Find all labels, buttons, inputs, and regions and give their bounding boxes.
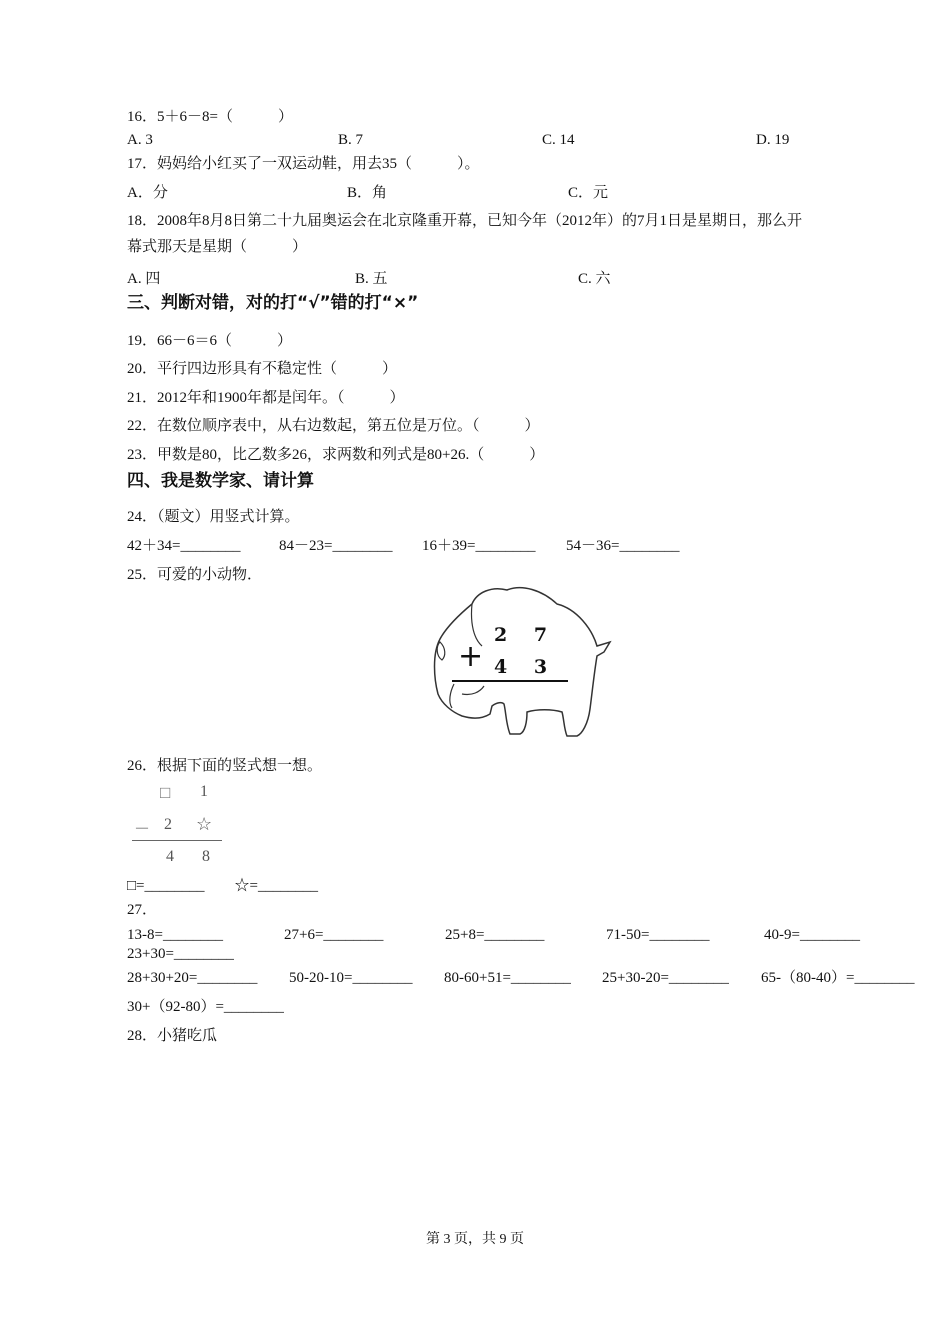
q26-answer-blanks[interactable]: □=________ ☆=________ bbox=[127, 878, 318, 894]
q24-expr-2[interactable]: 84－23=________ bbox=[279, 538, 393, 554]
q27-row1-expr-4[interactable]: 71-50=________ bbox=[606, 927, 710, 943]
q18-stem-line2: 幕式那天是星期（ ） bbox=[127, 239, 308, 255]
q16-stem: 16．5＋6－8=（ ） bbox=[127, 109, 293, 125]
q27-row3-expr-3[interactable]: 80-60+51=________ bbox=[444, 970, 571, 986]
q20: 20．平行四边形具有不稳定性（ ） bbox=[127, 361, 398, 377]
q28-stem: 28．小猪吃瓜 bbox=[127, 1028, 218, 1044]
q27-row3-expr-1[interactable]: 28+30+20=________ bbox=[127, 970, 258, 986]
q23: 23．甲数是80，比乙数多26，求两数和列式是80+26.（ ） bbox=[127, 447, 545, 463]
q24-stem: 24．（题文）用竖式计算。 bbox=[127, 509, 300, 525]
q27-row1-expr-2[interactable]: 27+6=________ bbox=[284, 927, 384, 943]
q16-option-c[interactable]: C. 14 bbox=[542, 132, 575, 148]
q17-option-a[interactable]: A．分 bbox=[127, 185, 168, 201]
q26-result-digit-1: 4 bbox=[166, 848, 174, 865]
q27-row3-expr-2[interactable]: 50-20-10=________ bbox=[289, 970, 413, 986]
q27-row3-expr-4[interactable]: 25+30-20=________ bbox=[602, 970, 729, 986]
q16-option-d[interactable]: D. 19 bbox=[756, 132, 790, 148]
q26-star-digit[interactable]: ☆ bbox=[196, 814, 213, 834]
q27-row1-expr-5[interactable]: 40-9=________ bbox=[764, 927, 860, 943]
q26-row2-digit: 2 bbox=[164, 816, 172, 833]
q17-option-b[interactable]: B．角 bbox=[347, 185, 388, 201]
q27-stem: 27． bbox=[127, 902, 158, 918]
q25-sum-line bbox=[452, 680, 568, 682]
q19: 19．66－6＝6（ ） bbox=[127, 333, 293, 349]
q27-row3-expr-5[interactable]: 65-（80-40）=________ bbox=[761, 970, 915, 986]
section-4-heading: 四、我是数学家、请计算 bbox=[127, 471, 314, 491]
q16-option-b[interactable]: B. 7 bbox=[338, 132, 364, 148]
q21: 21．2012年和1900年都是闰年。（ ） bbox=[127, 390, 405, 406]
q18-stem-line1: 18．2008年8月8日第二十九届奥运会在北京隆重开幕，已知今年（2012年）的7月1日是星期日，那么开 bbox=[127, 213, 803, 229]
q25-addend-bottom: 4 3 bbox=[494, 656, 558, 678]
q18-option-b[interactable]: B. 五 bbox=[355, 271, 388, 287]
q24-expr-1[interactable]: 42＋34=________ bbox=[127, 538, 241, 554]
q26-row1-digit: 1 bbox=[200, 783, 208, 800]
q26-difference-line bbox=[132, 840, 222, 841]
q26-minus-sign: － bbox=[134, 821, 151, 838]
page-footer: 第 3 页，共 9 页 bbox=[426, 1232, 524, 1247]
q27-row1-expr-3[interactable]: 25+8=________ bbox=[445, 927, 545, 943]
q22: 22．在数位顺序表中，从右边数起，第五位是万位。（ ） bbox=[127, 418, 540, 434]
q24-expr-4[interactable]: 54－36=________ bbox=[566, 538, 680, 554]
q17-stem: 17．妈妈给小红买了一双运动鞋，用去35（ ）。 bbox=[127, 156, 480, 172]
elephant-illustration bbox=[432, 584, 617, 744]
q27-row4-expr[interactable]: 30+（92-80）=________ bbox=[127, 999, 284, 1015]
q25-plus-sign: + bbox=[458, 639, 484, 674]
q25-addend-top: 2 7 bbox=[494, 624, 558, 646]
q17-option-c[interactable]: C．元 bbox=[568, 185, 609, 201]
q24-expr-3[interactable]: 16＋39=________ bbox=[422, 538, 536, 554]
section-3-heading: 三、判断对错，对的打“√”错的打“×” bbox=[127, 293, 419, 313]
q26-stem: 26．根据下面的竖式想一想。 bbox=[127, 758, 323, 774]
q18-option-a[interactable]: A. 四 bbox=[127, 271, 161, 287]
q27-row1-expr-1[interactable]: 13-8=________ bbox=[127, 927, 223, 943]
q26-box-digit[interactable]: □ bbox=[160, 783, 171, 802]
q18-option-c[interactable]: C. 六 bbox=[578, 271, 611, 287]
q26-result-digit-2: 8 bbox=[202, 848, 210, 865]
q25-stem: 25．可爱的小动物． bbox=[127, 567, 263, 583]
q26-vertical-subtraction bbox=[130, 780, 225, 870]
q16-option-a[interactable]: A. 3 bbox=[127, 132, 153, 148]
q27-row2-expr[interactable]: 23+30=________ bbox=[127, 946, 234, 962]
